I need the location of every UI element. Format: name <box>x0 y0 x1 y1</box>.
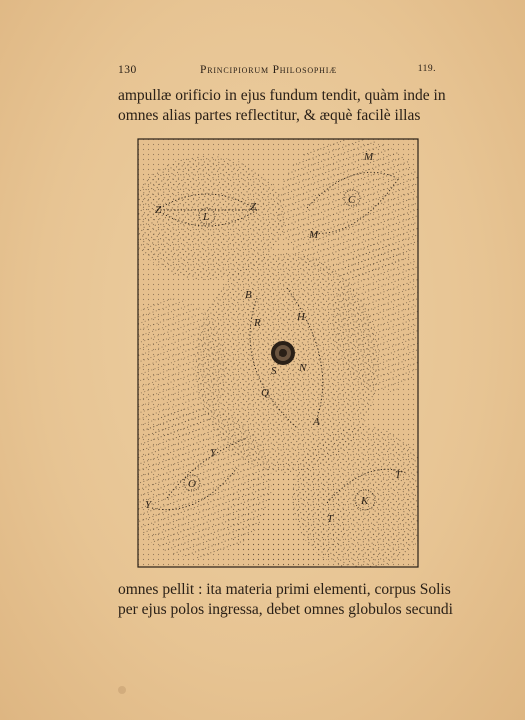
label-C: C <box>348 194 356 206</box>
section-number: 119. <box>417 64 436 74</box>
label-Q: Q <box>261 387 269 399</box>
running-title: Principiorum Philosophiæ <box>200 64 338 76</box>
page-number: 130 <box>118 64 137 76</box>
label-Y-upper: Y <box>210 447 217 459</box>
label-N: N <box>299 362 307 374</box>
label-L: L <box>203 211 210 223</box>
paper-stain <box>118 686 126 694</box>
label-S-lower: S <box>271 365 277 377</box>
label-Z-right: Z <box>250 201 257 213</box>
label-Z-left: Z <box>155 204 162 216</box>
text-after-figure <box>118 580 453 619</box>
label-O: O <box>188 478 196 490</box>
label-Y-left: Y <box>145 499 152 511</box>
text-line: ampullæ orificio in ejus fundum tendit, quàm inde in <box>118 87 446 104</box>
text-line: omnes pellit : ita materia primi elementi, corpus Solis <box>118 581 451 598</box>
label-B: B <box>245 289 252 301</box>
label-S-sun: S <box>279 347 285 359</box>
label-M-top: M <box>364 151 374 163</box>
label-T-right: T <box>395 469 402 481</box>
vortex-diagram <box>137 138 419 568</box>
label-A: A <box>313 416 320 428</box>
label-K: K <box>361 495 369 507</box>
label-T-bottom: T <box>327 513 334 525</box>
vortex-figure <box>137 138 419 568</box>
running-head <box>118 64 436 82</box>
label-H: H <box>297 311 305 323</box>
label-M-left: M <box>309 229 319 241</box>
text-line: per ejus polos ingressa, debet omnes globulos secundi <box>118 600 453 618</box>
text-line: omnes alias partes reflectitur, & æquè facilè illas <box>118 106 421 124</box>
text-before-figure <box>118 86 446 125</box>
label-R: R <box>254 317 261 329</box>
